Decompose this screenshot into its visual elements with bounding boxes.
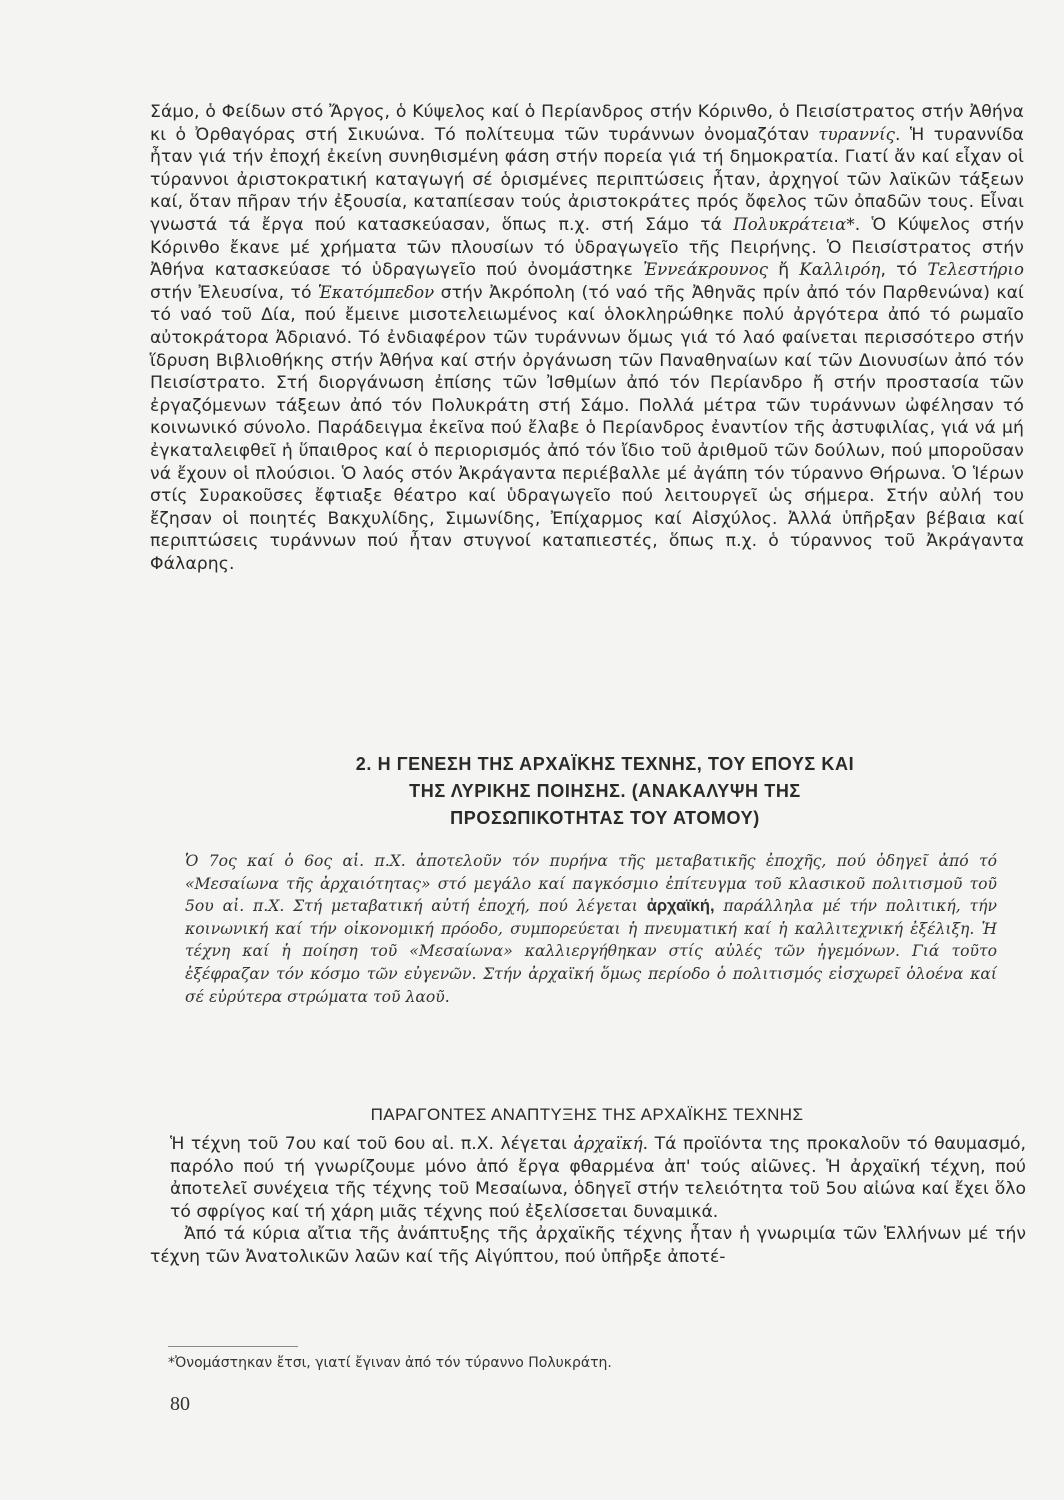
heading-line-1: 2. Η ΓΕΝΕΣΗ ΤΗΣ ΑΡΧΑΪΚΗΣ ΤΕΧΝΗΣ, ΤΟΥ ΕΠΟΥΣ ΚΑΙ (355, 754, 855, 774)
italic-term: Τελεστήριο (927, 260, 1024, 280)
main-paragraph (150, 101, 1024, 575)
subsection-body (150, 1133, 1027, 1269)
footnote: *Ὀνομάστηκαν ἔτσι, γιατί ἔγιναν ἀπό τόν τύραννο Πολυκράτη. (168, 1355, 612, 1371)
page-number: 80 (170, 1393, 190, 1415)
section-intro: Ὁ 7ος καί ὁ 6ος αἰ. π.Χ. ἀποτελοῦν τόν πυρήνα τῆς μεταβατικῆς ἐποχῆς, πού ὁδηγεῖ ἀπό τό «Μεσαίωνα τῆς ἀρχαιότητας» στό μεγάλο καί παγκόσμιο ἐπίτευγμα τοῦ κλασικοῦ πολιτισμοῦ τοῦ 5ου αἰ. π.Χ. Στή μεταβατική αὐτή ἐποχή, πού λέγεται ἀρχαϊκή, παράλληλα μέ τήν πολιτική, τήν κοινωνική καί τήν οἰκονομική πρόοδο, συμπορεύεται ἡ πνευματική καί ἡ καλλιτεχνική ἐξέλιξη. Ἡ τέχνη καί ἡ ποίηση τοῦ «Μεσαίωνα» καλλιεργήθηκαν στίς αὐλές τῶν ἡγεμόνων. Γιά τοῦτο ἐξέφραζαν τόν κόσμο τῶν εὐγενῶν. Στήν ἀρχαϊκή ὅμως περίοδο ὁ πολιτισμός εἰσχωρεῖ ὁλοένα καί σέ εὐρύτερα στρώματα τοῦ λαοῦ. (185, 852, 997, 1006)
italic-term: Πολυκράτεια* (733, 214, 855, 234)
italic-term: Ἑκατόμπεδον (317, 282, 435, 302)
italic-term: Καλλιρόη (799, 260, 881, 280)
section-heading (180, 751, 1030, 832)
paragraph-causes: Ἀπό τά κύρια αἴτια τῆς ἀνάπτυξης τῆς ἀρχαϊκῆς τέχνης ἦταν ἡ γνωριμία τῶν Ἑλλήνων μέ τήν τέχνη τῶν Ἀνατολικῶν λαῶν καί τῆς Αἰγύπτου, πού ὑπῆρξε ἀποτέ- (150, 1224, 1026, 1267)
paragraph-archaic-art: Ἡ τέχνη τοῦ 7ου καί τοῦ 6ου αἰ. π.Χ. λέγεται ἀρχαϊκή. Τά προϊόντα της προκαλοῦν τό θαυμασμό, παρόλο πού τή γνωρίζουμε μόνο ἀπό ἔργα φθαρμένα ἀπ' τούς αἰῶνες. Ἡ ἀρχαϊκή τέχνη, πού ἀποτελεῖ συνέχεια τῆς τέχνης τοῦ Μεσαίωνα, ὁδηγεῖ στήν τελειότητα τοῦ 5ου αἰώνα καί ἔχει ὅλο τό σφρίγος καί τή χάρη μιᾶς τέχνης πού ἐξελίσσεται δυναμικά. (170, 1134, 1027, 1222)
italic-term: Ἐννεάκρουνος (643, 260, 769, 280)
paragraph-tyrants: Σάμο, ὁ Φείδων στό Ἄργος, ὁ Κύψελος καί ὁ Περίανδρος στήν Κόρινθο, ὁ Πεισίστρατος στήν Ἀθήνα κι ὁ Ὀρθαγόρας στή Σικυώνα. Τό πολίτευμα τῶν τυράννων ὀνομαζόταν τυραννίς. Ἡ τυραννίδα ἦταν γιά τήν ἐποχή ἐκείνη συνηθισμένη φάση στήν πορεία γιά τή δημοκρατία. Γιατί ἄν καί εἶχαν οἱ τύραννοι ἀριστοκρατική καταγωγή σέ ὁρισμένες περιπτώσεις ἦταν, ἀρχηγοί τῶν λαϊκῶν τάξεων καί, ὅταν πῆραν τήν ἐξουσία, καταπίεσαν τούς ἀριστοκράτες πρός ὄφελος τῶν ὀπαδῶν τους. Εἶναι γνωστά τά ἔργα πού κατασκεύασαν, ὅπως π.χ. στή Σάμο τά Πολυκράτεια*. Ὁ Κύψελος στήν Κόρινθο ἔκανε μέ χρήματα τῶν πλουσίων τό ὑδραγωγεῖο τῆς Πειρήνης. Ὁ Πεισίστρατος στήν Ἀθήνα κατασκεύασε τό ὑδραγωγεῖο πού ὀνομάστηκε Ἐννεάκρουνος ἤ Καλλιρόη, τό Τελεστήριο στήν Ἐλευσίνα, τό Ἑκατόμπεδον στήν Ἀκρόπολη (τό ναό τῆς Ἀθηνᾶς πρίν ἀπό τόν Παρθενώνα) καί τό ναό τοῦ Δία, πού ἔμεινε μισοτελειωμένος καί ὁλοκληρώθηκε πολύ ἀργότερα ἀπό τό ρωμαῖο αὐτοκράτορα Ἀδριανό. Τό ἐνδιαφέρον τῶν τυράννων ὅμως γιά τό λαό φαίνεται περισσότερο στήν ἵδρυση Βιβλιοθήκης στήν Ἀθήνα καί στήν ὀργάνωση τῶν Παναθηναίων καί τῶν Διονυσίων ἀπό τόν Πεισίστρατο. Στή διοργάνωση ἐπίσης τῶν Ἰσθμίων ἀπό τόν Περίανδρο ἤ στήν προστασία τῶν ἐργαζόμενων τάξεων ἀπό τόν Πολυκράτη στή Σάμο. Πολλά μέτρα τῶν τυράννων ὠφέλησαν τό κοινωνικό σύνολο. Παράδειγμα ἐκεῖνα πού ἔλαβε ὁ Περίανδρος ἐναντίον τῆς ἀστυφιλίας, γιά νά μή ἐγκαταλειφθεῖ ἡ ὕπαιθρος καί ὁ περιορισμός ἀπό τόν ἴδιο τοῦ ἀριθμοῦ τῶν δούλων, πού μποροῦσαν νά ἔχουν οἱ πλούσιοι. Ὁ λαός στόν Ἀκράγαντα περιέβαλλε μέ ἀγάπη τόν τύραννο Θήρωνα. Ὁ Ἱέρων στίς Συρακοῦσες ἔφτιαξε θέατρο καί ὑδραγωγεῖο πού λειτουργεῖ ὡς σήμερα. Στήν αὐλή του ἔζησαν οἱ ποιητές Βακχυλίδης, Σιμωνίδης, Ἐπίχαρμος καί Αἰσχύλος. Ἀλλά ὑπῆρξαν βέβαια καί περιπτώσεις τυράννων πού ἦταν στυγνοί καταπιεστές, ὅπως π.χ. ὁ τύραννος τοῦ Ἀκράγαντα Φάλαρης. (150, 102, 1024, 574)
heading-line-3: ΠΡΟΣΩΠΙΚΟΤΗΤΑΣ ΤΟΥ ΑΤΟΜΟΥ) (450, 808, 760, 828)
italic-term: τυραννίς (818, 124, 895, 144)
subsection-heading: ΠΑΡΑΓΟΝΤΕΣ ΑΝΑΠΤΥΞΗΣ ΤΗΣ ΑΡΧΑΪΚΗΣ ΤΕΧΝΗΣ (370, 1105, 804, 1124)
italic-term: ἀρχαϊκή (573, 1134, 643, 1153)
bold-term: ἀρχαϊκή, (646, 897, 715, 916)
footnote-divider (168, 1346, 298, 1347)
heading-line-2: ΤΗΣ ΛΥΡΙΚΗΣ ΠΟΙΗΣΗΣ. (ΑΝΑΚΑΛΥΨΗ ΤΗΣ (409, 781, 801, 801)
